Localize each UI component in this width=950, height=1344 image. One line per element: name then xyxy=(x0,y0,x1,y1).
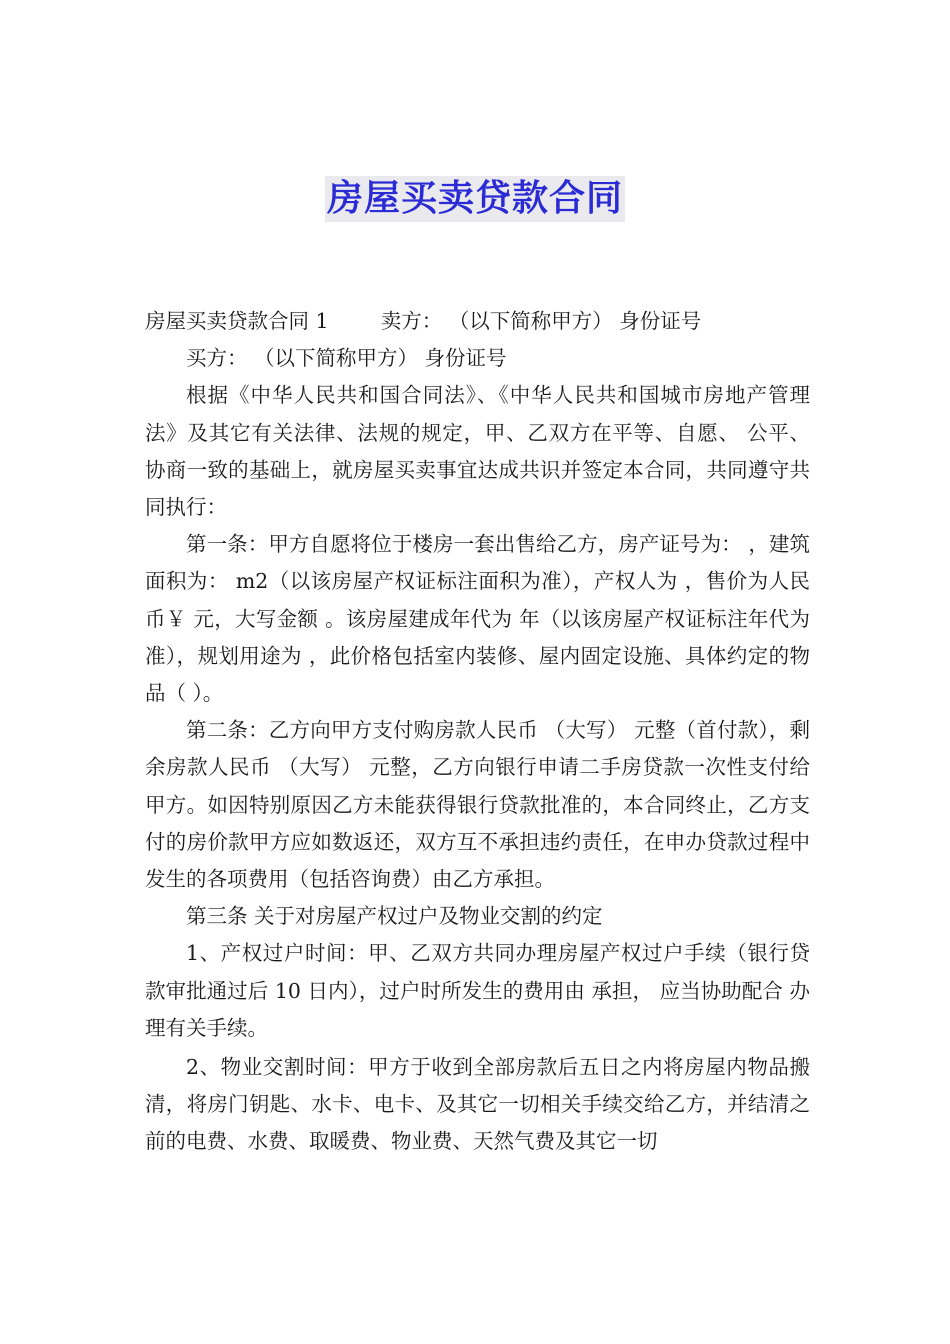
paragraph-header-parties: 房屋买卖贷款合同 1 卖方： （以下简称甲方） 身份证号 xyxy=(145,309,702,333)
paragraph-article-2: 第二条：乙方向甲方支付购房款人民币 （大写） 元整（首付款），剩余房款人民币 （大写） 元整，乙方向银行申请二手房贷款一次性支付给甲方。如因特别原因乙方未能获得银行贷款批准的，本合同终止，乙方支付的房价款甲方应如数返还，双方互不承担违约责任，在申办贷款过程中发生的各项费用（包括咨询费）由乙方承担。 xyxy=(145,718,810,892)
paragraph-article-3-heading: 第三条 关于对房屋产权过户及物业交割的约定 xyxy=(186,904,603,929)
document-body xyxy=(145,303,810,1161)
paragraph-buyer: 买方： （以下简称甲方） 身份证号 xyxy=(186,346,507,371)
title-wrap xyxy=(0,176,950,222)
paragraph-article-3-item-2: 2、物业交割时间：甲方于收到全部房款后五日之内将房屋内物品搬清，将房门钥匙、水卡、电卡、及其它一切相关手续交给乙方，并结清之前的电费、水费、取暖费、物业费、天然气费及其它一切 xyxy=(145,1055,810,1154)
paragraph-legal-basis: 根据《中华人民共和国合同法》、《中华人民共和国城市房地产管理法》及其它有关法律、法规的规定，甲、乙双方在平等、自愿、 公平、 协商一致的基础上，就房屋买卖事宜达成共识并签定本合同，共同遵守共同执行： xyxy=(145,383,810,520)
paragraph-article-1: 第一条：甲方自愿将位于楼房一套出售给乙方，房产证号为： ，建筑面积为： m2（以该房屋产权证标注面积为准），产权人为 ，售价为人民币￥ 元，大写金额 。该房屋建成年代为 年（以该房屋产权证标注年代为准），规划用途为 ，此价格包括室内装修、屋内固定设施、具体约定的物品（ ）。 xyxy=(145,532,810,706)
paragraph-article-3-item-1: 1、产权过户时间：甲、乙双方共同办理房屋产权过户手续（银行贷款审批通过后 10 日内），过户时所发生的费用由 承担， 应当协助配合 办理有关手续。 xyxy=(145,941,810,1040)
document-title: 房屋买卖贷款合同 xyxy=(325,176,625,222)
